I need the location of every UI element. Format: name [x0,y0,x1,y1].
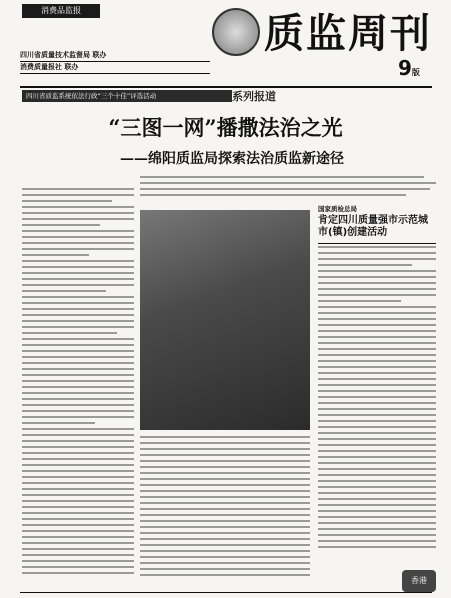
sidebar-title: 肯定四川质量强市示范城市(镇)创建活动 [318,215,428,238]
promo-box [20,50,210,74]
intro-body-lines [140,176,436,200]
newspaper-logo: 消费品监报 [22,4,100,18]
promo-row: 四川省质量技术监督局 联办 [20,50,210,62]
divider-rule [20,592,432,593]
corner-badge: 香港 [402,570,436,592]
divider-rule [20,86,432,88]
page-number-value: 9 [398,56,412,80]
section-tag: 系列报道 [232,90,276,103]
sidebar-body [318,246,436,552]
lower-column-body [140,436,310,580]
section-bar: 四川省质监系统依法行政“三个十佳”评选活动 [22,90,232,102]
article-photo [140,210,310,430]
divider-rule [318,243,436,244]
sidebar-kicker: 国家质检总局 [318,205,357,213]
paper-title: 质监周刊 [264,10,432,57]
article-subhead: ——绵阳质监局探索法治质监新途径 [120,151,344,167]
article-headline: “三图一网”播撒法治之光 [108,115,343,140]
sidebar-article [318,204,436,244]
masthead [0,0,451,88]
emblem-seal-icon [212,8,260,56]
page-number [398,56,420,80]
promo-row: 消费质量报社 联办 [20,62,210,74]
left-column-body [22,188,134,578]
page-number-suffix: 版 [411,68,420,77]
